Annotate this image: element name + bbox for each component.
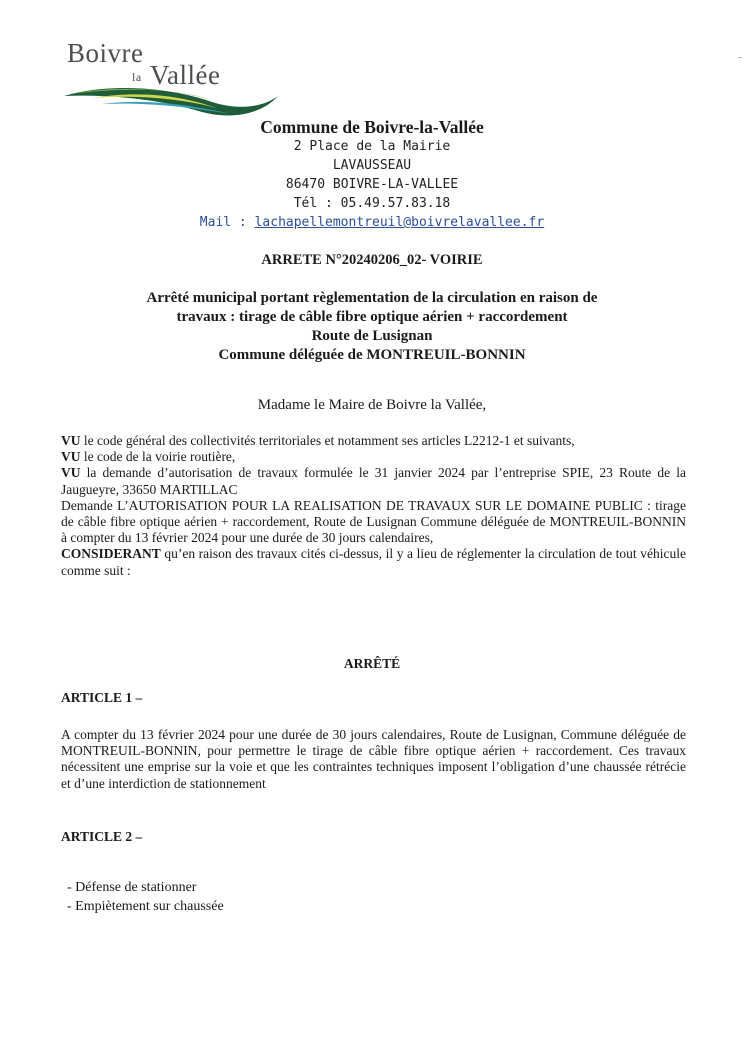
article-1-heading: ARTICLE 1 –: [61, 690, 143, 705]
salutation: Madame le Maire de Boivre la Vallée,: [257, 397, 487, 413]
consideration-item: VU le code général des collectivités territoriales et notamment ses articles L2212-1 et suivants,: [61, 433, 575, 448]
commune-name: Commune de Boivre-la-Vallée: [260, 117, 484, 137]
email-link[interactable]: lachapellemontreuil@boivrelavallee.fr: [254, 215, 545, 230]
considerations-block: [61, 433, 686, 579]
commune-logo: [62, 38, 282, 120]
logo-word-boivre: Boivre: [67, 38, 144, 68]
title-line-4: Commune déléguée de MONTREUIL-BONNIN: [218, 347, 526, 363]
logo-word-vallee: Vallée: [150, 60, 221, 90]
address-line-1: 2 Place de la Mairie: [293, 139, 451, 154]
title-line-1: Arrêté municipal portant règlementation de la circulation en raison de: [146, 290, 598, 306]
email-line: [0, 215, 744, 230]
consideration-item: CONSIDERANT qu’en raison des travaux cités ci-dessus, il y a lieu de réglementer la circulation de tout véhicule comme suit :: [61, 546, 686, 578]
arrete-heading: ARRÊTÉ: [343, 656, 401, 671]
consideration-item: VU le code de la voirie routière,: [61, 449, 236, 465]
consideration-item: VU la demande d’autorisation de travaux formulée le 31 janvier 2024 par l’entreprise SPIE, 23 Route de la Jaugueyre, 33650 MARTILLAC: [61, 465, 686, 497]
edge-mark: [738, 57, 742, 58]
phone-number: Tél : 05.49.57.83.18: [293, 196, 451, 211]
article-1-text: A compter du 13 février 2024 pour une durée de 30 jours calendaires, Route de Lusignan, Commune déléguée de MONTREUIL-BONNIN, pour permettre le tirage de câble fibre optique aérien + raccordement. Ces travaux nécessitent une emprise sur la voie et que les contraintes techniques imposent l’obligation d’une chaussée rétrécie et d’une interdiction de stationnement: [61, 727, 686, 791]
email-label: Mail :: [199, 215, 255, 230]
logo-word-la: la: [132, 70, 142, 84]
title-line-3: Route de Lusignan: [311, 328, 433, 344]
title-line-2: travaux : tirage de câble fibre optique aérien + raccordement: [176, 309, 568, 325]
article-2-item: - Défense de stationner: [67, 880, 197, 895]
arrete-number: ARRETE N°20240206_02- VOIRIE: [261, 252, 483, 268]
article-2-heading: ARTICLE 2 –: [61, 829, 143, 844]
consideration-item: Demande L’AUTORISATION POUR LA REALISATION DE TRAVAUX SUR LE DOMAINE PUBLIC : tirage de câble fibre optique aérien + raccordement, Route de Lusignan Commune déléguée de MONTREUIL-BONNIN à compter du 13 février 2024 pour une durée de 30 jours calendaires,: [61, 497, 686, 546]
address-line-2: LAVAUSSEAU: [332, 158, 412, 173]
address-line-3: 86470 BOIVRE-LA-VALLEE: [285, 177, 459, 192]
article-2-item: - Empiètement sur chaussée: [67, 899, 224, 914]
